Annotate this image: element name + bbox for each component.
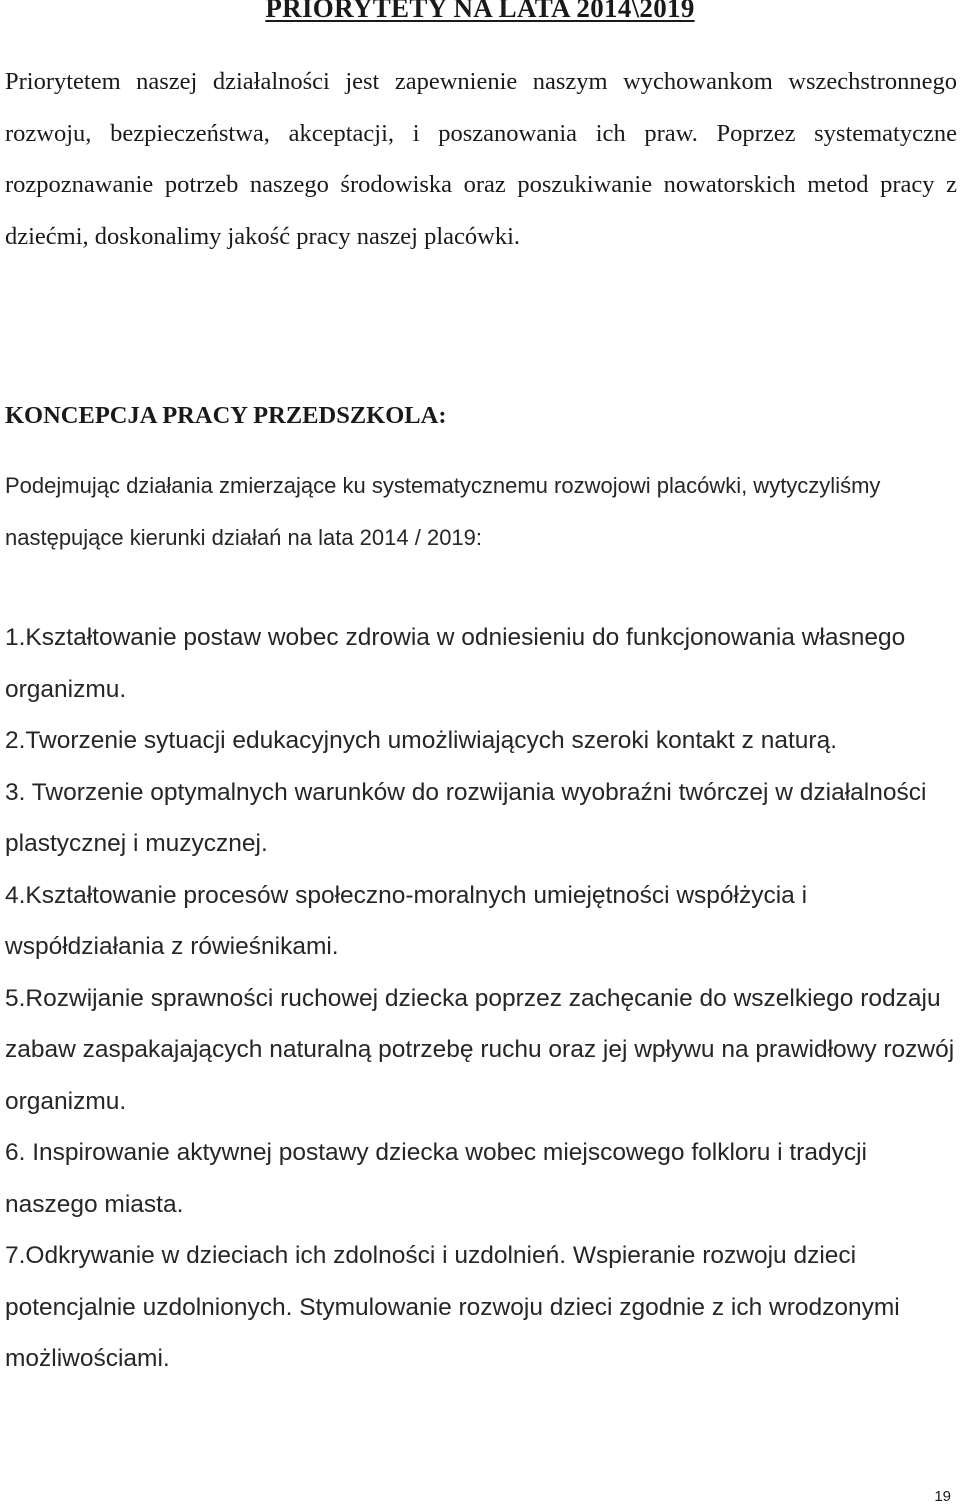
list-item: 1.Kształtowanie postaw wobec zdrowia w odniesieniu do funkcjonowania własnego organizmu. — [5, 624, 906, 703]
document-title: PRIORYTETY NA LATA 2014\2019 — [265, 0, 695, 23]
list-item: 5.Rozwijanie sprawności ruchowej dziecka poprzez zachęcanie do wszelkiego rodzaju zabaw zaspakajających naturalną potrzebę ruchu oraz jej wpływu na prawidłowy rozwój organizmu. — [5, 984, 955, 1115]
page-number: 19 — [934, 1488, 951, 1505]
lead-paragraph: Podejmując działania zmierzające ku systematycznemu rozwojowi placówki, wytyczyliśmy następujące kierunki działań na lata 2014 / 2019: — [5, 473, 881, 550]
list-item: 6. Inspirowanie aktywnej postawy dziecka wobec miejscowego folkloru i tradycji naszego miasta. — [5, 1139, 867, 1218]
priority-list — [5, 612, 957, 1385]
list-item: 4.Kształtowanie procesów społeczno-moralnych umiejętności współżycia i współdziałania z rówieśnikami. — [5, 881, 808, 960]
section-heading: KONCEPCJA PRACY PRZEDSZKOLA: — [5, 402, 447, 429]
intro-paragraph: Priorytetem naszej działalności jest zapewnienie naszym wychowankom wszechstronnego rozwoju, bezpieczeństwa, akceptacji, i poszanowania ich praw. Poprzez systematyczne rozpoznawanie potrzeb naszego środowiska oraz poszukiwanie nowatorskich metod pracy z dziećmi, doskonalimy jakość pracy naszej placówki. — [5, 68, 957, 250]
list-item: 2.Tworzenie sytuacji edukacyjnych umożliwiających szeroki kontakt z naturą. — [5, 727, 838, 754]
list-item: 3. Tworzenie optymalnych warunków do rozwijania wyobraźni twórczej w działalności plastycznej i muzycznej. — [5, 778, 927, 857]
list-item: 7.Odkrywanie w dzieciach ich zdolności i uzdolnień. Wspieranie rozwoju dzieci potencjalnie uzdolnionych. Stymulowanie rozwoju dzieci zgodnie z ich wrodzonymi możliwościami. — [5, 1242, 900, 1372]
